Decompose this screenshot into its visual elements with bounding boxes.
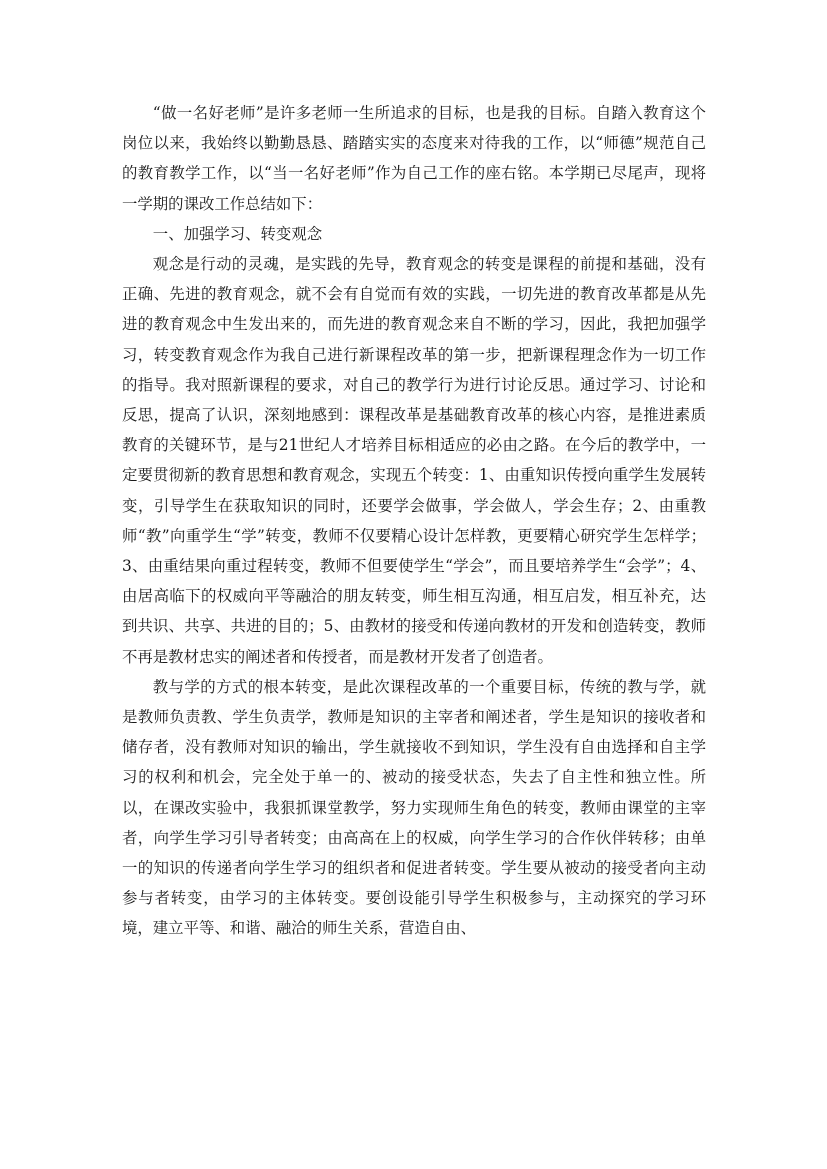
document-body	[122, 98, 706, 944]
section-heading: 一、加强学习、转变观念	[152, 224, 323, 243]
body-paragraph: 观念是行动的灵魂，是实践的先导，教育观念的转变是课程的前提和基础，没有正确、先进的教育观念，就不会有自觉而有效的实践，一切先进的教育改革都是从先进的教育观念中生发出来的，而先进的教育观念来自不断的学习，因此，我把加强学习，转变教育观念作为我自己进行新课程改革的第一步，把新课程理念作为一切工作的指导。我对照新课程的要求，对自己的教学行为进行讨论反思。通过学习、讨论和反思，提高了认识，深刻地感到：课程改革是基础教育改革的核心内容，是推进素质教育的关键环节，是与21世纪人才培养目标相适应的必由之路。在今后的教学中，一定要贯彻新的教育思想和教育观念，实现五个转变：1、由重知识传授向重学生发展转变，引导学生在获取知识的同时，还要学会做事，学会做人，学会生存；2、由重教师“教”向重学生“学”转变，教师不仅要精心设计怎样教，更要精心研究学生怎样学；3、由重结果向重过程转变，教师不但要使学生“学会”，而且要培养学生“会学”；4、由居高临下的权威向平等融洽的朋友转变，师生相互沟通，相互启发，相互补充，达到共识、共享、共进的目的；5、由教材的接受和传递向教材的开发和创造转变，教师不再是教材忠实的阐述者和传授者，而是教材开发者了创造者。	[122, 255, 706, 666]
body-paragraph: 教与学的方式的根本转变，是此次课程改革的一个重要目标，传统的教与学，就是教师负责教、学生负责学，教师是知识的主宰者和阐述者，学生是知识的接收者和储存者，没有教师对知识的输出，学生就接收不到知识，学生没有自由选择和自主学习的权利和机会，完全处于单一的、被动的接受状态，失去了自主性和独立性。所以，在课改实验中，我狠抓课堂教学，努力实现师生角色的转变，教师由课堂的主宰者，向学生学习引导者转变；由高高在上的权威，向学生学习的合作伙伴转移；由单一的知识的传递者向学生学习的组织者和促进者转变。学生要从被动的接受者向主动参与者转变，由学习的主体转变。要创设能引导学生积极参与，主动探究的学习环境，建立平等、和谐、融洽的师生关系，营造自由、	[122, 677, 706, 938]
intro-paragraph: “做一名好老师”是许多老师一生所追求的目标，也是我的目标。自踏入教育这个岗位以来，我始终以勤勤恳恳、踏踏实实的态度来对待我的工作，以“师德”规范自己的教育教学工作，以“当一名好老师”作为自己工作的座右铭。本学期已尽尾声，现将一学期的课改工作总结如下：	[122, 104, 706, 213]
